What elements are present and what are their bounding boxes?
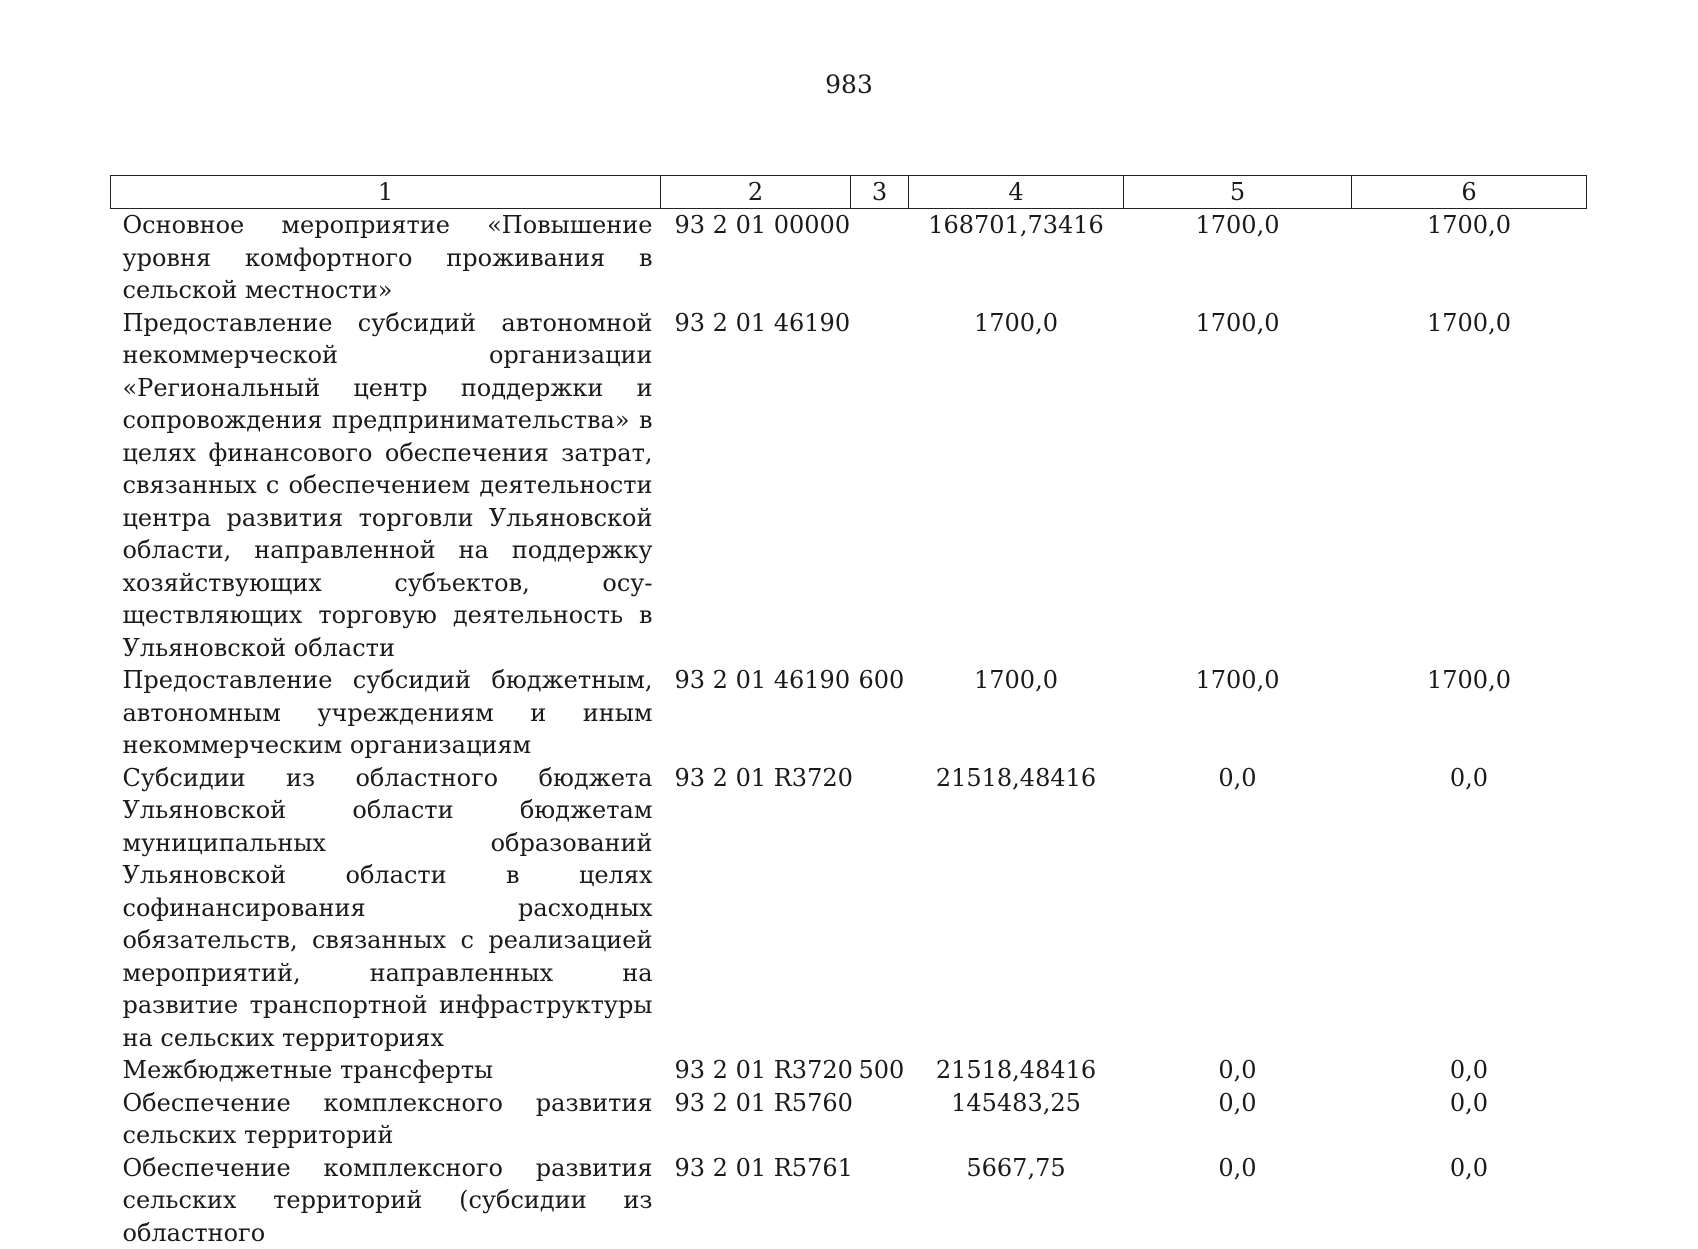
row-value-6: 1700,0 [1352,307,1587,665]
row-value-5: 0,0 [1124,1054,1352,1087]
row-value-4: 145483,25 [909,1087,1124,1152]
column-header: 6 [1352,176,1587,209]
row-vr: 600 [851,664,909,762]
table-row [111,209,1587,307]
table-row [111,1087,1587,1152]
row-value-6: 0,0 [1352,1087,1587,1152]
row-code: 93 2 01 R3720 [661,762,851,1055]
column-header: 5 [1124,176,1352,209]
row-name: Обеспечение комплексного развития сельских территорий (субсидии из областного [111,1152,661,1249]
column-header: 1 [111,176,661,209]
row-code: 93 2 01 R5760 [661,1087,851,1152]
row-code: 93 2 01 R3720 [661,1054,851,1087]
table-row [111,1152,1587,1249]
row-name: Субсидии из областного бюджета Ульяновской области бюджетам муниципальных образований Ульяновской области в целях софинансирования расходных обязательств, связанных с реализацией мероприятий, направленных на развитие транспортной инфраструктуры на сельских территориях [111,762,661,1055]
row-name: Предоставление субсидий бюджетным, автономным учреждениям и иным некоммерческим организациям [111,664,661,762]
row-code: 93 2 01 46190 [661,307,851,665]
row-name: Основное мероприятие «Повышение уровня комфортного проживания в сельской местности» [111,209,661,307]
row-code: 93 2 01 00000 [661,209,851,307]
table-row [111,1054,1587,1087]
row-value-6: 1700,0 [1352,209,1587,307]
row-value-5: 0,0 [1124,762,1352,1055]
row-value-6: 0,0 [1352,1054,1587,1087]
row-code: 93 2 01 R5761 [661,1152,851,1249]
row-vr [851,307,909,665]
column-header: 3 [851,176,909,209]
row-value-5: 1700,0 [1124,209,1352,307]
page-number: 983 [0,72,1698,97]
row-value-4: 1700,0 [909,664,1124,762]
row-value-6: 0,0 [1352,762,1587,1055]
header-row [111,176,1587,209]
table-body [111,209,1587,1249]
row-vr [851,762,909,1055]
row-value-6: 0,0 [1352,1152,1587,1249]
table-row [111,664,1587,762]
row-value-5: 1700,0 [1124,664,1352,762]
column-header: 2 [661,176,851,209]
row-value-4: 5667,75 [909,1152,1124,1249]
row-value-4: 21518,48416 [909,1054,1124,1087]
table-row [111,762,1587,1055]
table-header [111,176,1587,209]
column-header: 4 [909,176,1124,209]
row-value-4: 1700,0 [909,307,1124,665]
budget-table [110,175,1587,1249]
row-value-5: 0,0 [1124,1152,1352,1249]
row-name: Межбюджетные трансферты [111,1054,661,1087]
row-value-5: 0,0 [1124,1087,1352,1152]
row-name: Обеспечение комплексного развития сельских территорий [111,1087,661,1152]
row-name: Предоставление субсидий автономной некоммерческой организации «Региональный центр поддержки и сопровождения предпринимательства» в целях финансового обеспечения затрат, связанных с обеспечением деятельности центра развития торговли Ульяновской области, направленной на поддержку хозяйствующих субъектов, осуществляющих торговую деятельность в Ульяновской области [111,307,661,665]
row-value-6: 1700,0 [1352,664,1587,762]
row-code: 93 2 01 46190 [661,664,851,762]
row-value-4: 168701,73416 [909,209,1124,307]
row-vr: 500 [851,1054,909,1087]
row-vr [851,209,909,307]
row-value-5: 1700,0 [1124,307,1352,665]
table-row [111,307,1587,665]
row-vr [851,1087,909,1152]
row-value-4: 21518,48416 [909,762,1124,1055]
row-vr [851,1152,909,1249]
